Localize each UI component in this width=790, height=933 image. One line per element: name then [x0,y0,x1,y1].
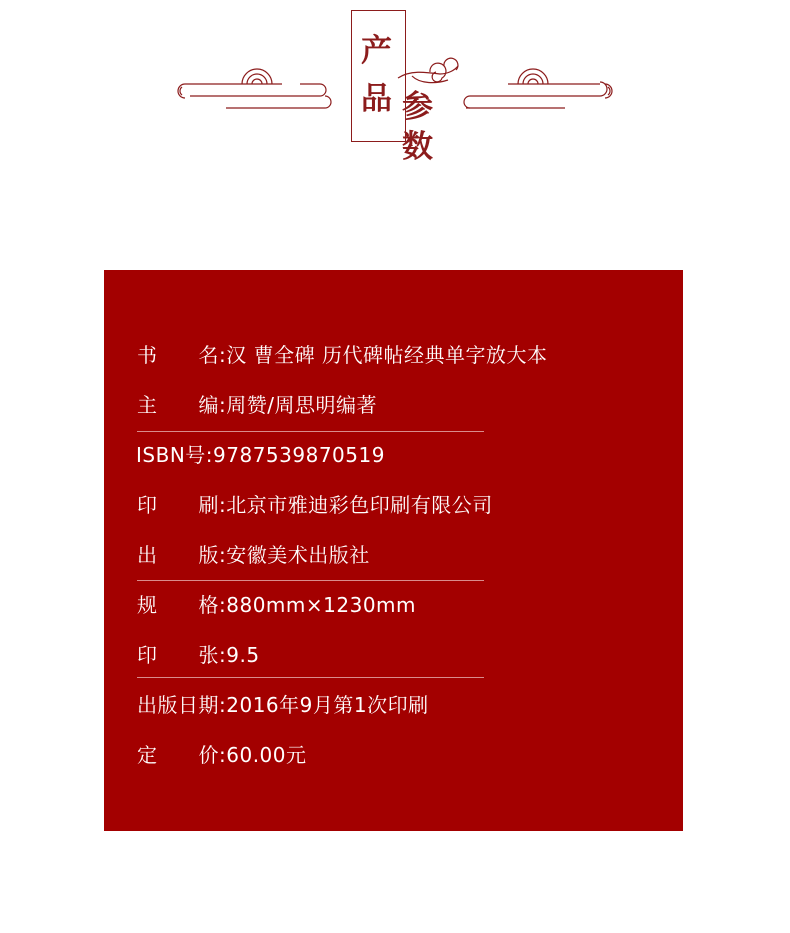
param-sep: : [219,393,227,417]
param-row-format [137,590,416,620]
param-sep: : [219,493,227,517]
param-value: 9.5 [226,643,260,667]
param-label: 定 价 [137,743,219,767]
product-params-header [0,0,790,200]
title-char-2: 品 [361,81,392,117]
param-value: 汉 曹全碑 历代碑帖经典单字放大本 [226,343,548,367]
param-row-sheets [137,640,260,670]
param-value: 周赞/周思明编著 [226,393,377,417]
param-label: 印 刷 [137,493,219,517]
param-sep: : [219,343,227,367]
param-value: 2016年9月第1次印刷 [226,693,429,717]
param-value: 880mm×1230mm [226,593,417,617]
row-divider [137,677,484,678]
param-value: 安徽美术出版社 [226,543,370,567]
param-label: 主 编 [137,393,219,417]
row-divider [137,431,484,432]
param-label: 书 名 [137,343,219,367]
param-value: 北京市雅迪彩色印刷有限公司 [226,493,493,517]
param-label: 出版日期 [137,693,219,717]
param-row-isbn [136,440,385,470]
param-row-printer [137,490,493,520]
row-divider [137,580,484,581]
title-char-4: 数 [402,129,433,165]
param-sep: : [219,593,227,617]
param-value: 60.00元 [226,743,307,767]
param-label: 印 张 [137,643,219,667]
param-sep: : [219,643,227,667]
param-label: 规 格 [137,593,219,617]
param-label: ISBN号 [136,443,206,467]
title-frame [351,10,406,142]
param-row-price [137,740,307,770]
param-label: 出 版 [137,543,219,567]
param-sep: : [219,743,227,767]
param-sep: : [205,443,214,467]
title-char-3: 参 [402,89,433,125]
param-sep: : [219,543,227,567]
param-value: 9787539870519 [213,443,385,467]
title-char-1: 产 [361,33,392,69]
param-row-date [137,690,429,720]
param-row-title [137,340,547,370]
param-row-publisher [137,540,370,570]
param-row-editor [137,390,377,420]
product-params-panel [104,270,683,831]
param-sep: : [219,693,227,717]
